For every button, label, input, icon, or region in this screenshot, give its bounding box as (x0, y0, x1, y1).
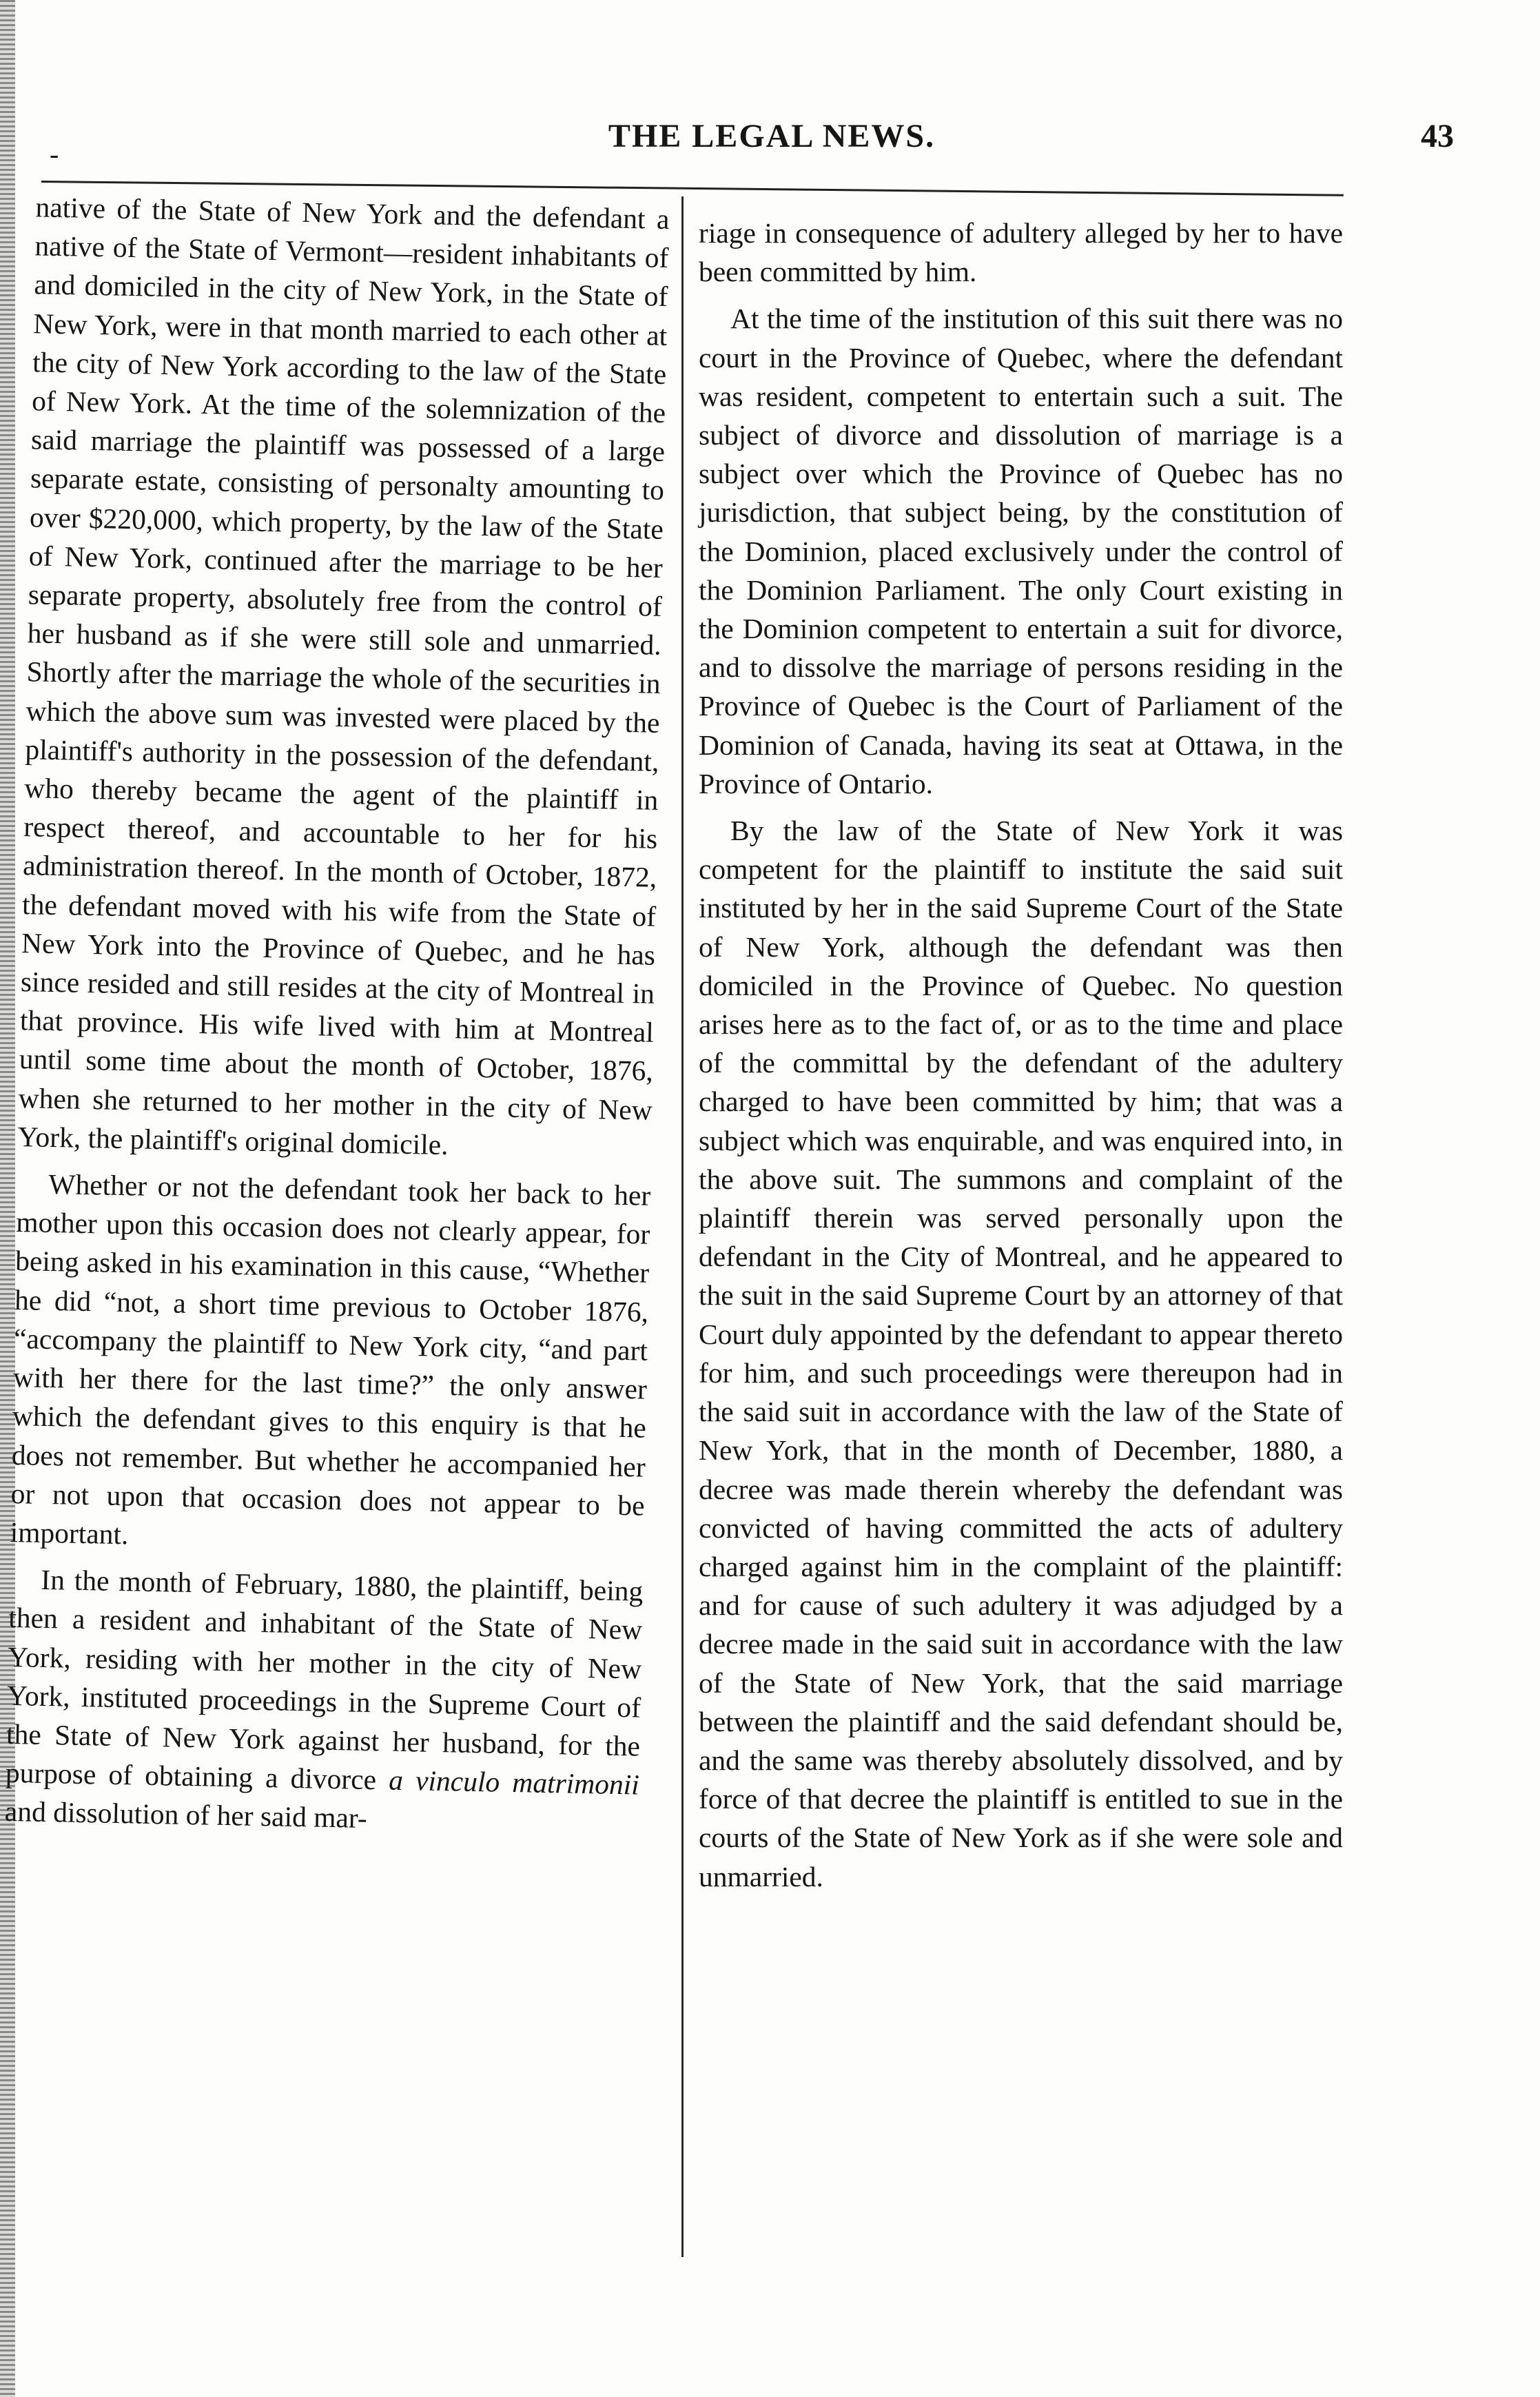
latin-phrase: a vinculo matrimonii (388, 1764, 640, 1801)
left-paragraph-3 (4, 1560, 643, 1843)
left-paragraph-1-text: native of the State of New York and the defendant a native of the State of Vermont—resident inhabitants of and domiciled in the city of New York, in the State of New York, were in that month married to each other at the city of New York according to the law of the State of New York. At the time of the solemnization of the said marriage the plaintiff was possessed of a large separate estate, consisting of personalty amounting to over $220,000, which property, by the law of the State of New York, continued after the marriage to be her separate property, absolutely free from the control of her husband as if she were still sole and unmarried. Shortly after the marriage the whole of the securities in which the above sum was invested were placed by the plaintiff's authority in the possession of the defendant, who thereby became the agent of the plaintiff in respect thereof, and accountable to her for his administration thereof. In the month of October, 1872, the defendant moved with his wife from the State of New York into the Province of Quebec, and he has since resided and still resides at the city of Montreal in that province. His wife lived with him at Montreal until some time about the month of October, 1876, when she returned to her mother in the city of New York, the plaintiff's original domicile. (17, 191, 670, 1161)
left-paragraph-1 (17, 187, 670, 1167)
page-header (41, 117, 1502, 172)
binding-edge (0, 0, 15, 2397)
left-column (4, 187, 670, 1843)
header-dash: - (50, 139, 59, 170)
page-number: 43 (1421, 118, 1454, 154)
left-paragraph-2: Whether or not the defendant took her back to her mother upon this occasion does not clearly appear, for being asked in his examination in this cause, “Whether he did “not, a short time previous to October 1876, “accompany the plaintiff to New York city, “and part with her there for the last time?” the only answer which the defendant gives to this enquiry is that he does not remember. But whether he accompanied her or not upon that occasion does not appear to be important. (10, 1168, 651, 1551)
running-head-title: THE LEGAL NEWS. (608, 118, 936, 154)
right-paragraph-1: riage in consequence of adultery alleged by her to have been committed by him. (699, 217, 1343, 288)
column-divider (681, 196, 684, 2257)
right-paragraph-3: By the law of the State of New York it was competent for the plaintiff to institute the said suit instituted by her in the said Supreme Court of the State of New York, although the defendant was then domiciled in the Province of Quebec. No question arises here as to the fact of, or as to the time and place of the committal by the defendant of the adultery charged to have been committed by him; that was a subject which was enquirable, and was enquired into, in the above suit. The summons and complaint of the plaintiff therein was served personally upon the defendant in the City of Montreal, and he appeared to the suit in the said Supreme Court by an attorney of that Court duly appointed by the defendant to appear thereto for him, and such proceedings were thereupon had in the said suit in accordance with the law of the State of New York, that in the month of December, 1880, a decree was made therein whereby the defendant was convicted of having committed the acts of adultery charged against him in the complaint of the plaintiff: and for cause of such adultery it was adjudged by a decree made in the said suit in accordance with the law of the State of New York, that the said marriage between the plaintiff and the said defendant should be, and the same was thereby absolutely dissolved, and by force of that decree the plaintiff is entitled to sue in the courts of the State of New York as if she were sole and unmarried. (699, 815, 1343, 1893)
left-paragraph-3-text: In the month of February, 1880, the plaintiff, being then a resident and inhabitant of the State of New York, residing with her mother in the city of New York, instituted proceedings in the Supreme Court of the State of New York against her husband, for the purpose of obtaining a divorce (5, 1563, 644, 1796)
right-paragraph-2: At the time of the institution of this suit there was no court in the Province of Quebec, where the defendant was resident, competent to entertain such a suit. The subject of divorce and dissolution of marriage is a subject over which the Province of Quebec has no jurisdiction, that subject being, by the constitution of the Dominion, placed exclusively under the control of the Dominion Parliament. The only Court existing in the Dominion competent to entertain a suit for divorce, and to dissolve the marriage of persons residing in the Province of Quebec is the Court of Parliament of the Dominion of Canada, having its seat at Ottawa, in the Province of Ontario. (699, 303, 1343, 799)
right-column (699, 214, 1343, 1896)
left-paragraph-3-end: and dissolution of her said mar- (4, 1795, 368, 1835)
